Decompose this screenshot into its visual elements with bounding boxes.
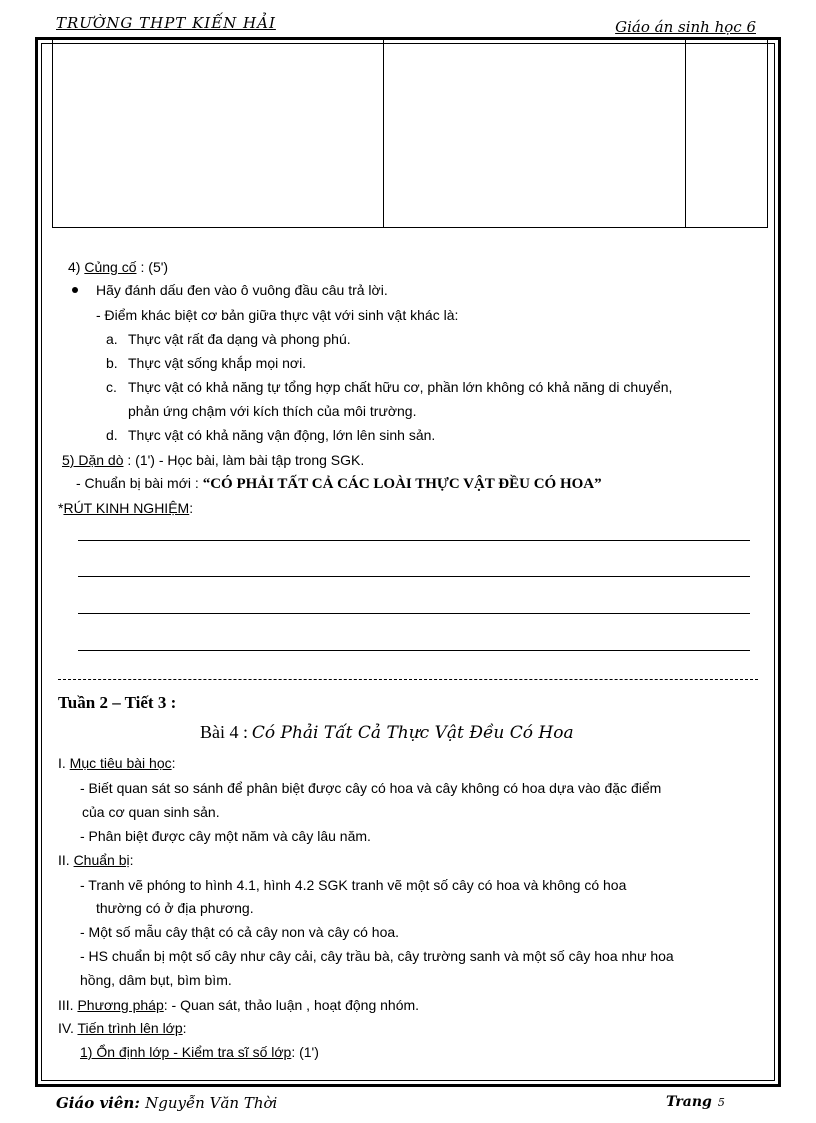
option-text: Thực vật có khả năng tự tổng hợp chất hữu cơ, phần lớn không có khả năng di chuyển, — [128, 379, 673, 395]
writing-line — [78, 540, 750, 541]
process-step-time: : (1') — [291, 1044, 319, 1060]
teacher-name: Nguyễn Văn Thời — [145, 1094, 278, 1112]
preparation-line: - HS chuẩn bị một số cây như cây cải, cây trầu bà, cây trường sanh và một số cây hoa như hoa — [80, 948, 674, 964]
footer-page — [666, 1094, 725, 1110]
homework-heading: 5) Dặn dò — [62, 452, 124, 468]
option-text: Thực vật sống khắp mọi nơi. — [128, 355, 307, 371]
consolidation-instruction: Hãy đánh dấu đen vào ô vuông đầu câu trả lời. — [96, 282, 388, 298]
process-heading: IV. Tiến trình lên lớp: — [58, 1020, 187, 1036]
objectives-heading: I. Mục tiêu bài học: — [58, 755, 176, 771]
process-step-label: 1) Ổn định lớp - Kiểm tra sĩ số lớp — [80, 1044, 292, 1060]
option-letter: a. — [106, 331, 118, 347]
subject-title: Giáo án sinh học 6 — [615, 18, 756, 36]
option-text: Thực vật có khả năng vận động, lớn lên sinh sản. — [128, 427, 436, 443]
prep-label: - Chuẩn bị bài mới : — [76, 475, 203, 491]
preparation-line: - Tranh vẽ phóng to hình 4.1, hình 4.2 SGK tranh vẽ một số cây có hoa và không có hoa — [80, 877, 627, 893]
objective-line: - Phân biệt được cây một năm và cây lâu năm. — [80, 828, 371, 844]
option-letter: b. — [106, 355, 118, 371]
prep-line — [76, 475, 602, 493]
table-divider — [685, 40, 686, 227]
next-lesson-title: “CÓ PHẢI TẤT CẢ CÁC LOÀI THỰC VẬT ĐỀU CÓ HOA” — [202, 476, 602, 492]
process-step — [80, 1044, 319, 1060]
consolidation-time: : (5') — [140, 259, 169, 275]
writing-line — [78, 650, 750, 651]
preparation-line: hồng, dâm bụt, bìm bìm. — [80, 972, 232, 988]
homework-text: : (1') - Học bài, làm bài tập trong SGK. — [127, 452, 365, 468]
teacher-label: Giáo viên: — [56, 1094, 140, 1112]
option-letter: d. — [106, 427, 118, 443]
lesson-heading — [200, 722, 574, 743]
method-line: III. Phương pháp: - Quan sát, thảo luận , hoạt động nhóm. — [58, 997, 420, 1013]
footer-teacher — [56, 1094, 277, 1112]
preparation-line: - Một số mẫu cây thật có cả cây non và cây có hoa. — [80, 924, 400, 940]
homework-line — [62, 452, 364, 468]
table-divider — [383, 40, 384, 227]
option-text-continued: phản ứng chậm với kích thích của môi trường. — [128, 403, 417, 419]
lesson-label: Bài 4 : — [200, 722, 248, 742]
objective-line: - Biết quan sát so sánh để phân biệt được cây có hoa và cây không có hoa dựa vào đặc điểm — [80, 780, 662, 796]
option-text: Thực vật rất đa dạng và phong phú. — [128, 331, 351, 347]
week-period: Tuần 2 – Tiết 3 : — [58, 693, 177, 712]
experience-star: * — [58, 500, 64, 516]
lesson-table-continuation — [52, 40, 768, 228]
experience-label: RÚT KINH NGHIỆM — [63, 500, 190, 516]
school-name: TRƯỜNG THPT KIẾN HẢI — [56, 14, 276, 32]
method-heading: Phương pháp — [77, 997, 164, 1013]
experience-colon: : — [189, 500, 194, 516]
experience-line — [58, 500, 193, 516]
consolidation-question: - Điểm khác biệt cơ bản giữa thực vật với sinh vật khác là: — [96, 307, 459, 323]
preparation-line: thường có ở địa phương. — [96, 900, 254, 916]
option-letter: c. — [106, 379, 117, 395]
preparation-heading: II. Chuẩn bị: — [58, 852, 134, 868]
lesson-title: Có Phải Tất Cả Thực Vật Đều Có Hoa — [251, 723, 574, 743]
method-text: : - Quan sát, thảo luận , hoạt động nhóm. — [163, 997, 420, 1013]
page-label: Trang — [666, 1094, 712, 1110]
consolidation-line — [68, 259, 91, 275]
writing-line — [78, 576, 750, 577]
bullet-icon — [72, 287, 78, 293]
consolidation-heading: 4) Củng cố — [68, 259, 137, 275]
writing-line — [78, 613, 750, 614]
page-number: 5 — [717, 1096, 725, 1109]
section-separator — [58, 679, 758, 680]
objective-line: của cơ quan sinh sản. — [82, 804, 220, 820]
